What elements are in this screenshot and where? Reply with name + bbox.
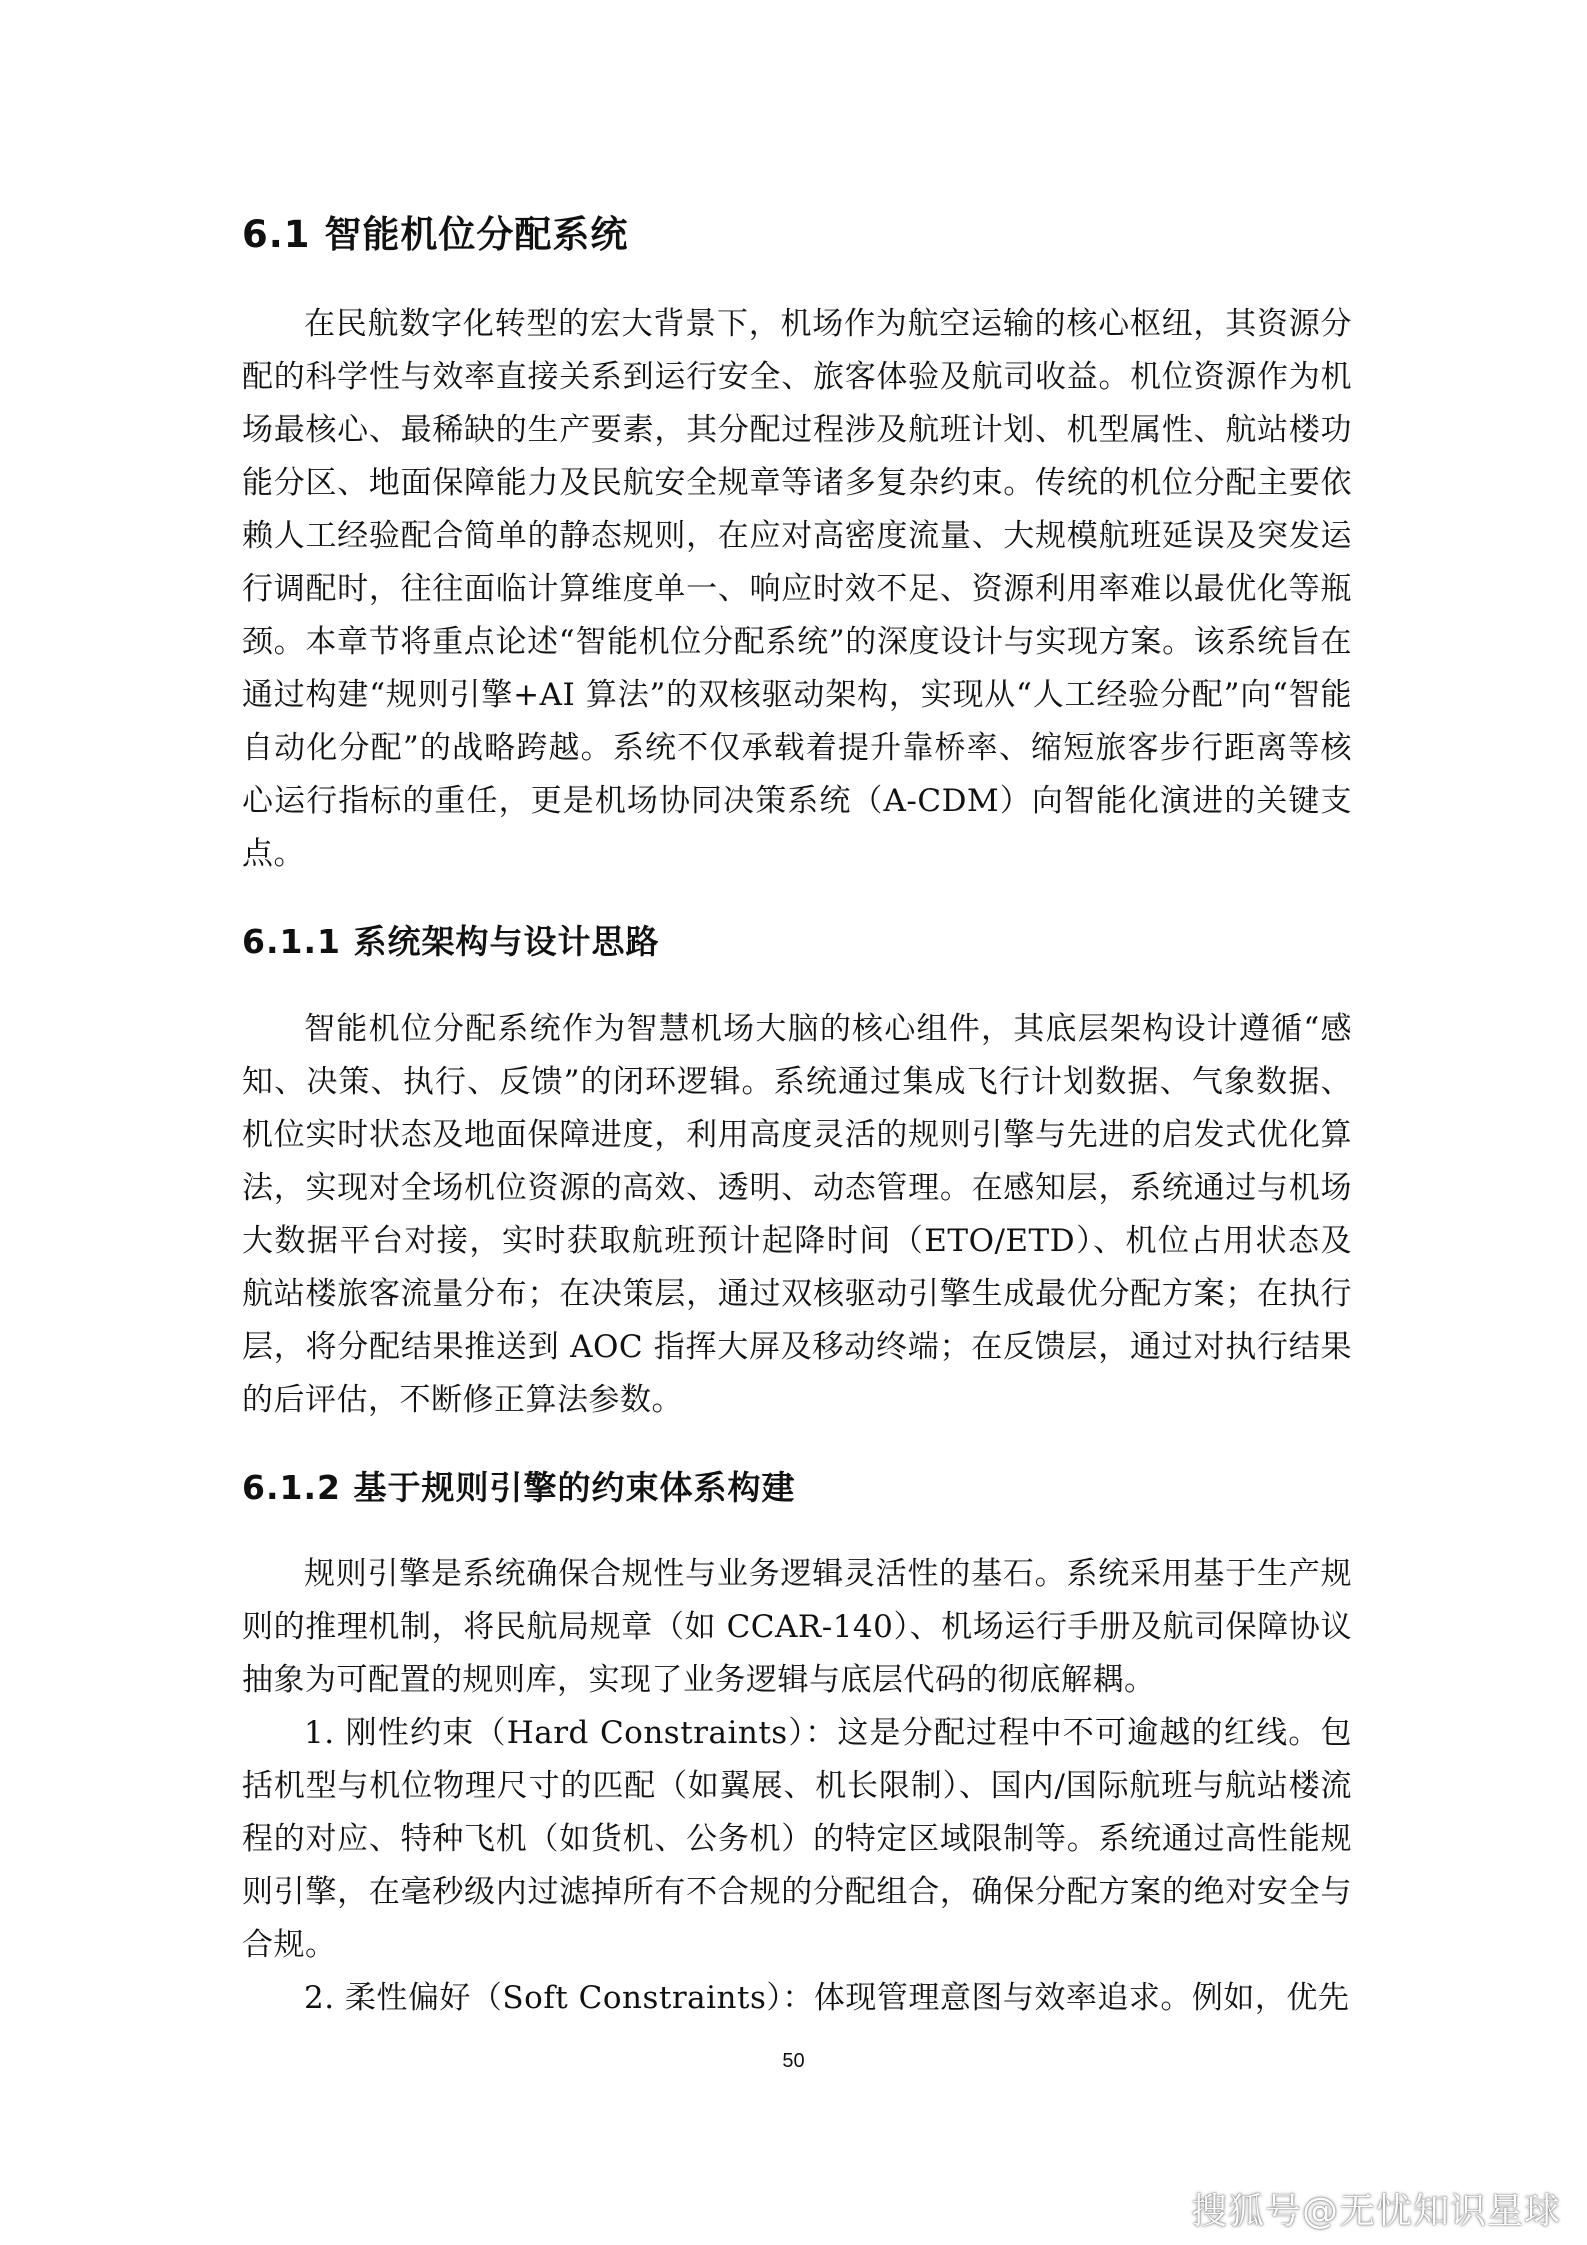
subsection-title-rule-engine: 6.1.2 基于规则引擎的约束体系构建 [242,1467,796,1507]
section-intro-paragraph: 在民航数字化转型的宏大背景下，机场作为航空运输的核心枢纽，其资源分配的科学性与效率直接关系到运行安全、旅客体验及航司收益。机位资源作为机场最核心、最稀缺的生产要素，其分配过程涉及航班计划、机型属性、航站楼功能分区、地面保障能力及民航安全规章等诸多复杂约束。传统的机位分配主要依赖人工经验配合简单的静态规则，在应对高密度流量、大规模航班延误及突发运行调配时，往往面临计算维度单一、响应时效不足、资源利用率难以最优化等瓶颈。本章节将重点论述“智能机位分配系统”的深度设计与实现方案。该系统旨在通过构建“规则引擎+AI 算法”的双核驱动架构，实现从“人工经验分配”向“智能自动化分配”的战略跨越。系统不仅承载着提升靠桥率、缩短旅客步行距离等核心运行指标的重任，更是机场协同决策系统（A-CDM）向智能化演进的关键支点。 [242,306,1352,873]
hard-constraints-paragraph: 1. 刚性约束（Hard Constraints）：这是分配过程中不可逾越的红线。包括机型与机位物理尺寸的匹配（如翼展、机长限制）、国内/国际航班与航站楼流程的对应、特种飞机（如货机、公务机）的特定区域限制等。系统通过高性能规则引擎，在毫秒级内过滤掉所有不合规的分配组合，确保分配方案的绝对安全与合规。 [242,1714,1352,1963]
subsection-title-architecture: 6.1.1 系统架构与设计思路 [242,922,660,962]
architecture-paragraph: 智能机位分配系统作为智慧机场大脑的核心组件，其底层架构设计遵循“感知、决策、执行、反馈”的闭环逻辑。系统通过集成飞行计划数据、气象数据、机位实时状态及地面保障进度，利用高度灵活的规则引擎与先进的启发式优化算法，实现对全场机位资源的高效、透明、动态管理。在感知层，系统通过与机场大数据平台对接，实时获取航班预计起降时间（ETO/ETD）、机位占用状态及航站楼旅客流量分布；在决策层，通过双核驱动引擎生成最优分配方案；在执行层，将分配结果推送到 AOC 指挥大屏及移动终端；在反馈层，通过对执行结果的后评估，不断修正算法参数。 [242,1010,1352,1418]
soft-constraints-paragraph: 2. 柔性偏好（Soft Constraints）：体现管理意图与效率追求。例如，优先 [304,1979,1350,2016]
page-number: 50 [782,2050,805,2072]
rule-engine-paragraph: 规则引擎是系统确保合规性与业务逻辑灵活性的基石。系统采用基于生产规则的推理机制，将民航局规章（如 CCAR-140）、机场运行手册及航司保障协议抽象为可配置的规则库，实现了业务逻辑与底层代码的彻底解耦。 [242,1555,1352,1698]
watermark: 搜狐号@无忧知识星球 [1190,2191,1561,2232]
page-content [242,200,1352,2025]
section-title: 6.1 智能机位分配系统 [242,213,629,256]
